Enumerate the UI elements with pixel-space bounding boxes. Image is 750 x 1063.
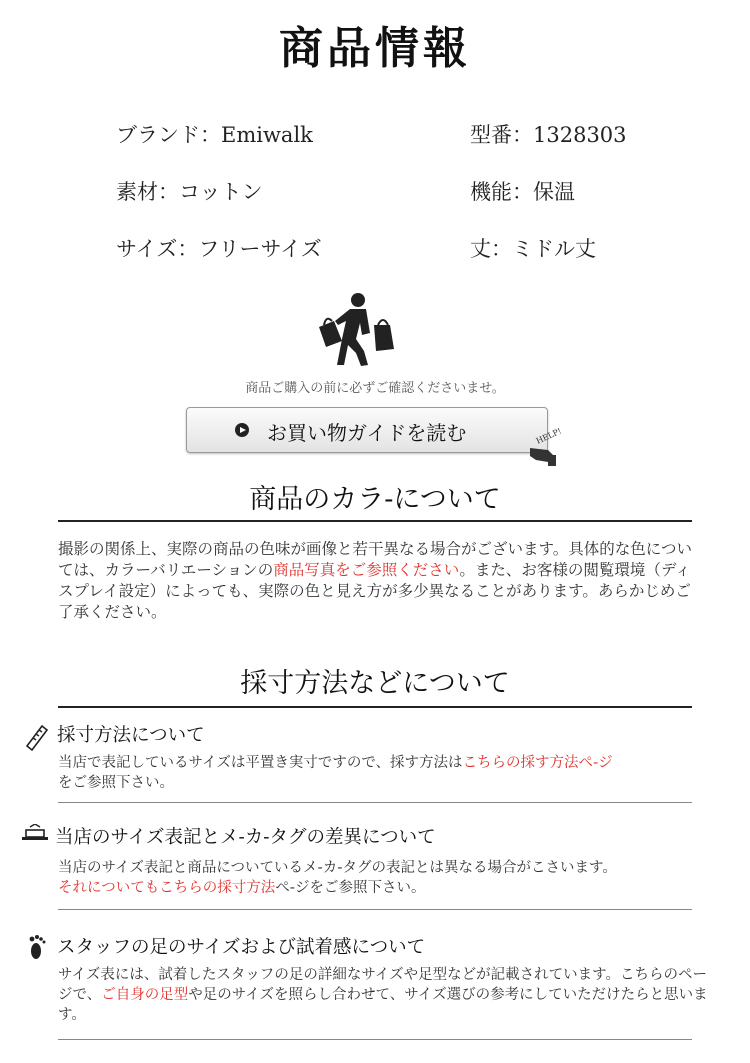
measure-method-link[interactable]: こちらの採す方法ぺ-ジ — [462, 755, 613, 771]
spec-length: 丈：ミドル丈 — [470, 237, 596, 261]
size-diff-text-2: ぺ-ジをご参照下さい。 — [275, 880, 426, 896]
size-diff-divider — [58, 909, 692, 910]
spec-material: 素材：コットン — [116, 180, 263, 204]
measure-section-heading: 採寸方法などについて — [240, 668, 510, 699]
staff-fit-text-1: サイズ表には、試着したスタッフの足の詳細なサイズや足型などが記載されています。こちらのページで、 — [58, 967, 708, 1003]
scale-icon — [20, 824, 50, 842]
size-diff-text-1: 当店のサイズ表記と商品についているメ-カ-タグの表記とは異なる場合がこさいます。 — [58, 860, 617, 876]
shopping-guide-label: お買い物ガイドを読む — [267, 421, 467, 445]
size-diff-text — [58, 858, 708, 898]
staff-fit-heading: スタッフの足のサイズおよび試着感について — [57, 937, 426, 958]
staff-fit-text-2: や足のサイズを照らし合わせて、サイズ選びの参考にしていただけたらと思います。 — [58, 987, 708, 1023]
staff-fit-link[interactable]: ご自身の足型 — [101, 987, 189, 1003]
spec-model: 型番：1328303 — [470, 123, 627, 147]
measure-method-heading: 採寸方法について — [57, 725, 205, 746]
spec-function: 機能：保温 — [470, 180, 575, 204]
ruler-icon — [24, 723, 50, 751]
color-section-heading: 商品のカラ-について — [249, 484, 501, 515]
play-icon — [235, 423, 249, 437]
measure-method-text-1: 当店で表記しているサイズは平置き実寸ですので、採す方法は — [58, 755, 463, 771]
size-diff-link[interactable]: それについてもこちらの採寸方法 — [58, 880, 276, 896]
purchase-notice: 商品ご購入の前に必ずご確認くださいませ。 — [245, 381, 505, 396]
color-text-1: 撮影の関係上、実際の商品の色味が画像と若干異なる場合がございます。具体的な色については、カラーバリエーションの — [58, 540, 692, 579]
measure-method-text-2: をご参照下さい。 — [58, 775, 174, 791]
color-photo-link[interactable]: 商品写真をご参照ください — [273, 561, 460, 579]
measure-method-text — [58, 753, 708, 793]
staff-fit-divider — [58, 1039, 692, 1040]
footprint-icon — [24, 934, 50, 960]
page-title: 商品情報 — [279, 23, 471, 74]
spec-size: サイズ：フリーサイズ — [116, 237, 322, 261]
staff-fit-text — [58, 965, 708, 1025]
shopper-icon — [316, 291, 398, 367]
shopping-guide-button[interactable] — [186, 407, 548, 453]
measure-method-divider — [58, 802, 692, 803]
help-hand-icon — [526, 426, 566, 468]
help-tag: HELP! — [534, 426, 563, 446]
color-heading-divider — [58, 520, 692, 522]
measure-heading-divider — [58, 706, 692, 708]
color-text-2: 。また、お客様の閲覧環境（ディスプレイ設定）によっても、実際の色と見え方が多少異なることがあります。あらかじめご了承ください。 — [58, 561, 691, 621]
color-paragraph — [58, 539, 698, 623]
size-diff-heading: 当店のサイズ表記とメ-カ-タグの差異について — [55, 827, 436, 848]
spec-brand: ブランド：Emiwalk — [116, 123, 313, 147]
